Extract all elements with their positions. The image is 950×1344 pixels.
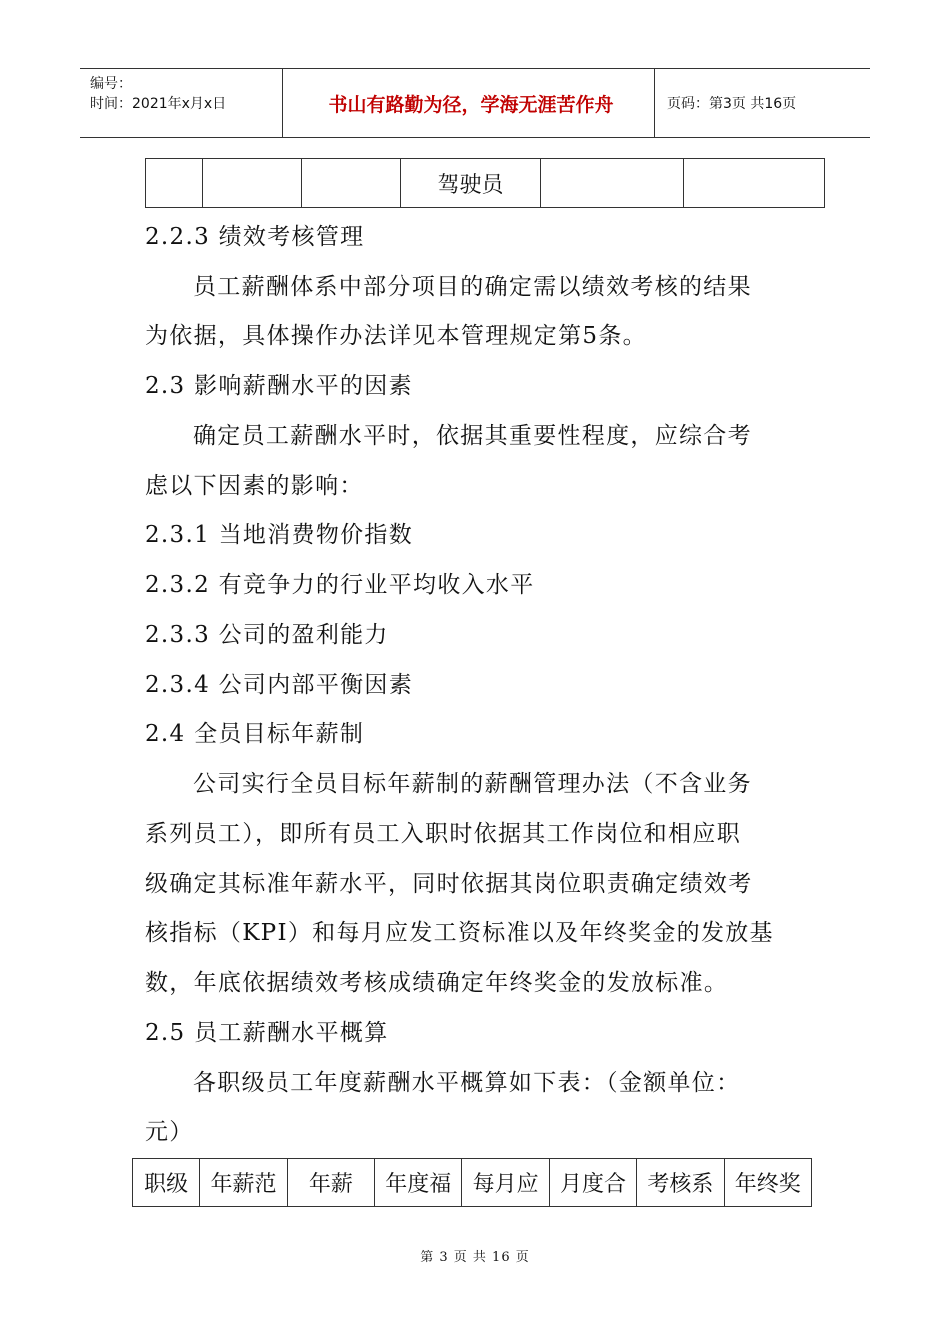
doc-number-label: 编号： xyxy=(90,76,132,92)
header-divider xyxy=(282,69,283,137)
table-header-cell: 年薪 xyxy=(287,1159,374,1207)
table-header-cell: 年终奖 xyxy=(724,1159,811,1207)
paragraph-line: 员工薪酬体系中部分项目的确定需以绩效考核的结果 xyxy=(193,274,752,300)
table-cell xyxy=(203,159,302,208)
page-header xyxy=(80,68,870,138)
table-cell xyxy=(146,159,203,208)
paragraph-line: 各职级员工年度薪酬水平概算如下表：（金额单位： xyxy=(193,1070,741,1096)
table-cell: 驾驶员 xyxy=(401,159,540,208)
page-footer: 第 3 页 共 16 页 xyxy=(420,1250,530,1265)
paragraph-line: 级确定其标准年薪水平，同时依据其岗位职责确定绩效考 xyxy=(145,871,753,897)
paragraph-line: 数，年底依据绩效考核成绩确定年终奖金的发放标准。 xyxy=(145,970,729,996)
section-heading: 2.4 全员目标年薪制 xyxy=(145,721,365,747)
table-header-cell: 年薪范 xyxy=(200,1159,287,1207)
table-header-cell: 月度合 xyxy=(549,1159,636,1207)
table-cell xyxy=(540,159,683,208)
table-header-cell: 年度福 xyxy=(375,1159,462,1207)
paragraph-line: 元） xyxy=(145,1119,194,1145)
top-table xyxy=(145,158,825,208)
table-header-cell: 每月应 xyxy=(462,1159,549,1207)
table-row xyxy=(146,159,825,208)
header-divider xyxy=(654,69,655,137)
paragraph-line: 为依据，具体操作办法详见本管理规定第5条。 xyxy=(145,323,647,349)
section-heading: 2.3 影响薪酬水平的因素 xyxy=(145,373,413,399)
salary-table xyxy=(132,1158,812,1207)
table-cell xyxy=(302,159,401,208)
paragraph-line: 公司实行全员目标年薪制的薪酬管理办法（不含业务 xyxy=(193,771,752,797)
doc-time-label: 时间：2021年x月x日 xyxy=(90,96,227,112)
header-page-info: 页码：第3页 共16页 xyxy=(667,96,797,112)
table-header-row xyxy=(133,1159,812,1207)
section-heading: 2.3.1 当地消费物价指数 xyxy=(145,522,414,548)
header-meta xyxy=(90,74,226,114)
paragraph-line: 确定员工薪酬水平时，依据其重要性程度，应综合考 xyxy=(193,423,752,449)
paragraph-line: 虑以下因素的影响： xyxy=(145,473,364,499)
paragraph-line: 系列员工），即所有员工入职时依据其工作岗位和相应职 xyxy=(145,821,741,847)
section-heading: 2.3.2 有竞争力的行业平均收入水平 xyxy=(145,572,535,598)
section-heading: 2.3.3 公司的盈利能力 xyxy=(145,622,389,648)
table-cell xyxy=(683,159,824,208)
table-header-cell: 职级 xyxy=(133,1159,200,1207)
section-heading: 2.3.4 公司内部平衡因素 xyxy=(145,672,414,698)
table-header-cell: 考核系 xyxy=(637,1159,724,1207)
paragraph-line: 核指标（KPI）和每月应发工资标准以及年终奖金的发放基 xyxy=(145,920,774,946)
section-heading: 2.5 员工薪酬水平概算 xyxy=(145,1020,389,1046)
header-motto: 书山有路勤为径，学海无涯苦作舟 xyxy=(328,93,614,116)
section-heading: 2.2.3 绩效考核管理 xyxy=(145,224,365,250)
